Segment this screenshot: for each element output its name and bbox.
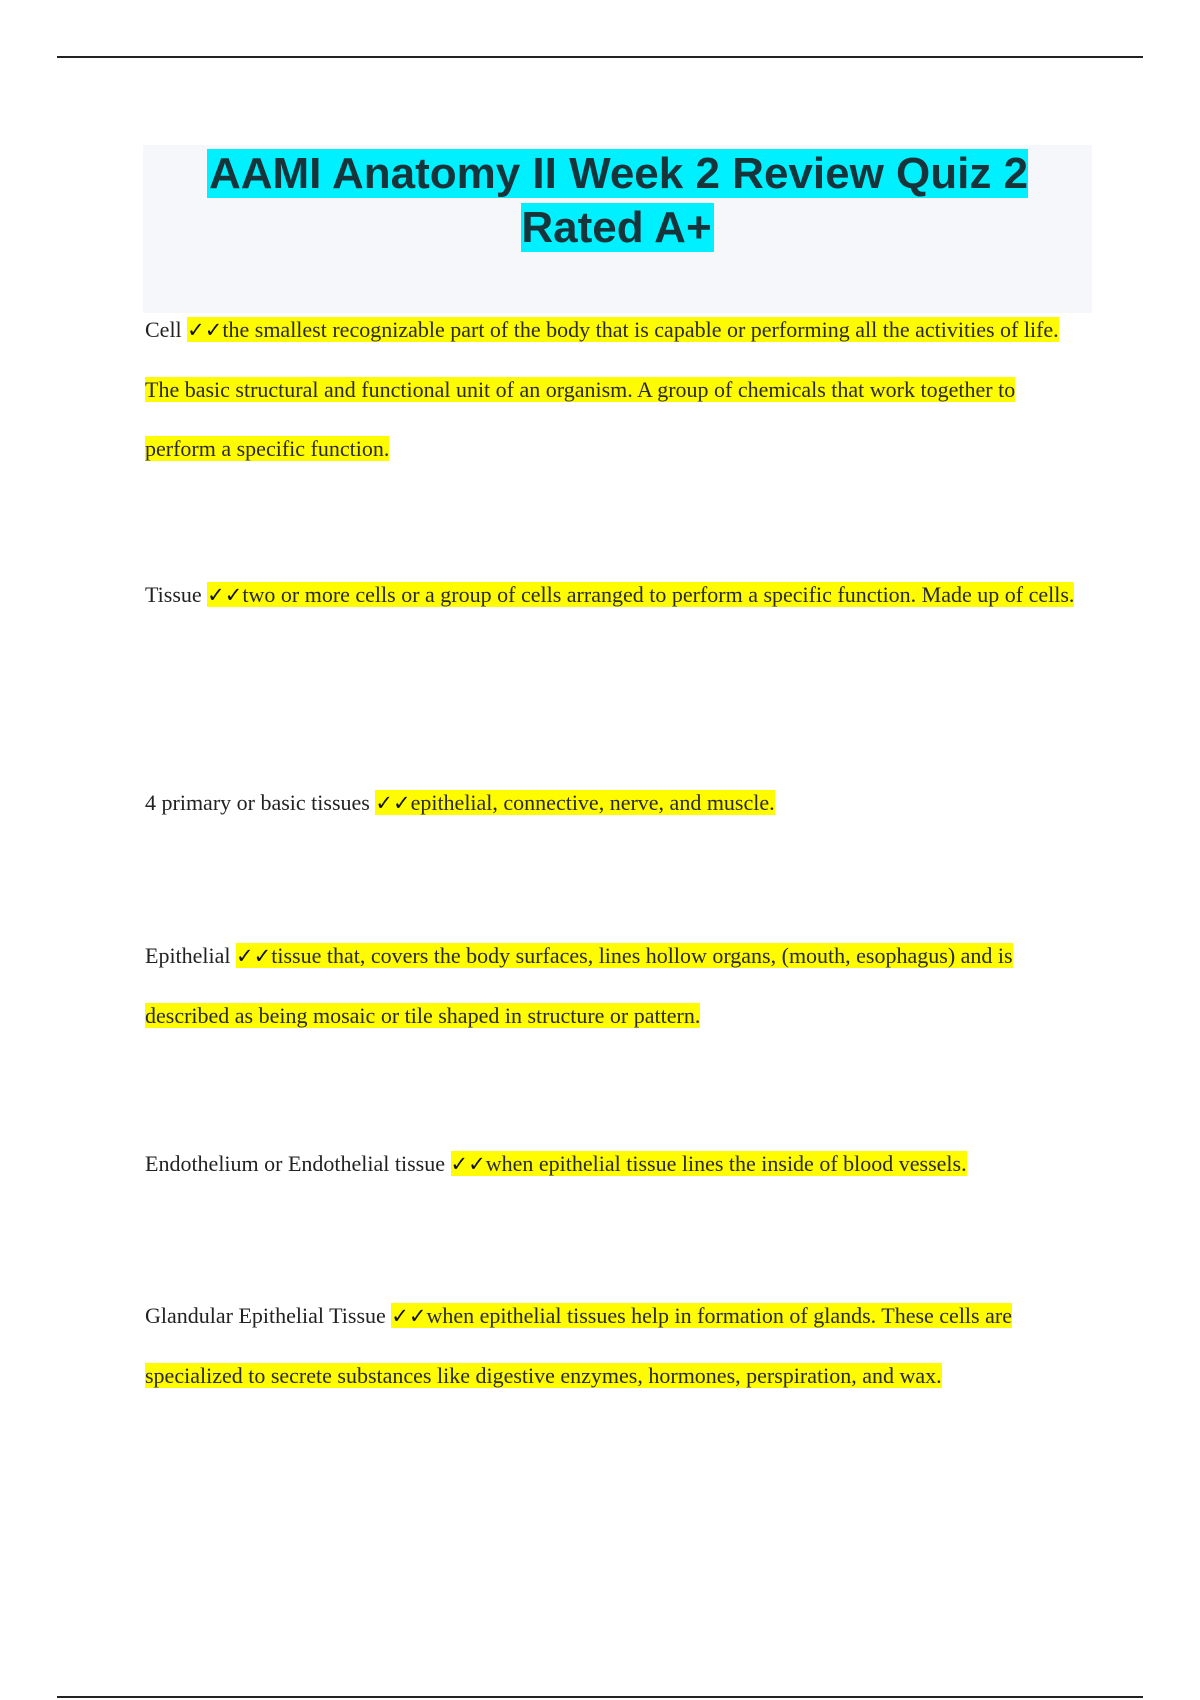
entry-definition [451, 1151, 967, 1176]
check-icon: ✓✓ [391, 1304, 427, 1328]
qa-entry-endothelium [145, 1134, 1085, 1194]
page-title [143, 147, 1092, 255]
entry-definition-text: the smallest recognizable part of the body that is capable or performing all the activities of life. The basic structural and functional unit of an organism. A group of chemicals that work together to perform a specific function. [145, 317, 1059, 461]
qa-entry-glandular [145, 1286, 1085, 1405]
check-icon: ✓✓ [450, 1152, 486, 1176]
entry-term: 4 primary or basic tissues [145, 790, 370, 815]
entry-definition [145, 943, 1013, 1028]
bottom-rule [57, 1696, 1143, 1698]
qa-entry-epithelial [145, 926, 1085, 1045]
qa-entry-tissue [145, 565, 1085, 625]
qa-entry-cell [145, 300, 1085, 478]
check-icon: ✓✓ [207, 583, 243, 607]
page-title-text: AAMI Anatomy II Week 2 Review Quiz 2 Rated A+ [208, 149, 1029, 252]
check-icon: ✓✓ [375, 791, 411, 815]
entry-definition-text: tissue that, covers the body surfaces, lines hollow organs, (mouth, esophagus) and is described as being mosaic or tile shaped in structure or pattern. [145, 943, 1013, 1028]
entry-term: Epithelial [145, 943, 231, 968]
entry-definition-text: when epithelial tissues help in formation of glands. These cells are specialized to secrete substances like digestive enzymes, hormones, perspiration, and wax. [145, 1303, 1012, 1388]
qa-entry-basic-tissues [145, 773, 1085, 833]
entry-definition [375, 790, 774, 815]
entry-term: Endothelium or Endothelial tissue [145, 1151, 446, 1176]
entry-definition-text: when epithelial tissue lines the inside of blood vessels. [485, 1151, 967, 1176]
entry-definition [207, 582, 1074, 607]
entry-definition-text: two or more cells or a group of cells arranged to perform a specific function. Made up of cells. [242, 582, 1075, 607]
check-icon: ✓✓ [236, 944, 272, 968]
entry-term: Tissue [145, 582, 202, 607]
entry-definition-text: epithelial, connective, nerve, and muscle. [410, 790, 775, 815]
entry-term: Glandular Epithelial Tissue [145, 1303, 386, 1328]
entry-definition [145, 317, 1059, 461]
entry-term: Cell [145, 317, 182, 342]
check-icon: ✓✓ [187, 318, 223, 342]
top-rule [57, 56, 1143, 58]
